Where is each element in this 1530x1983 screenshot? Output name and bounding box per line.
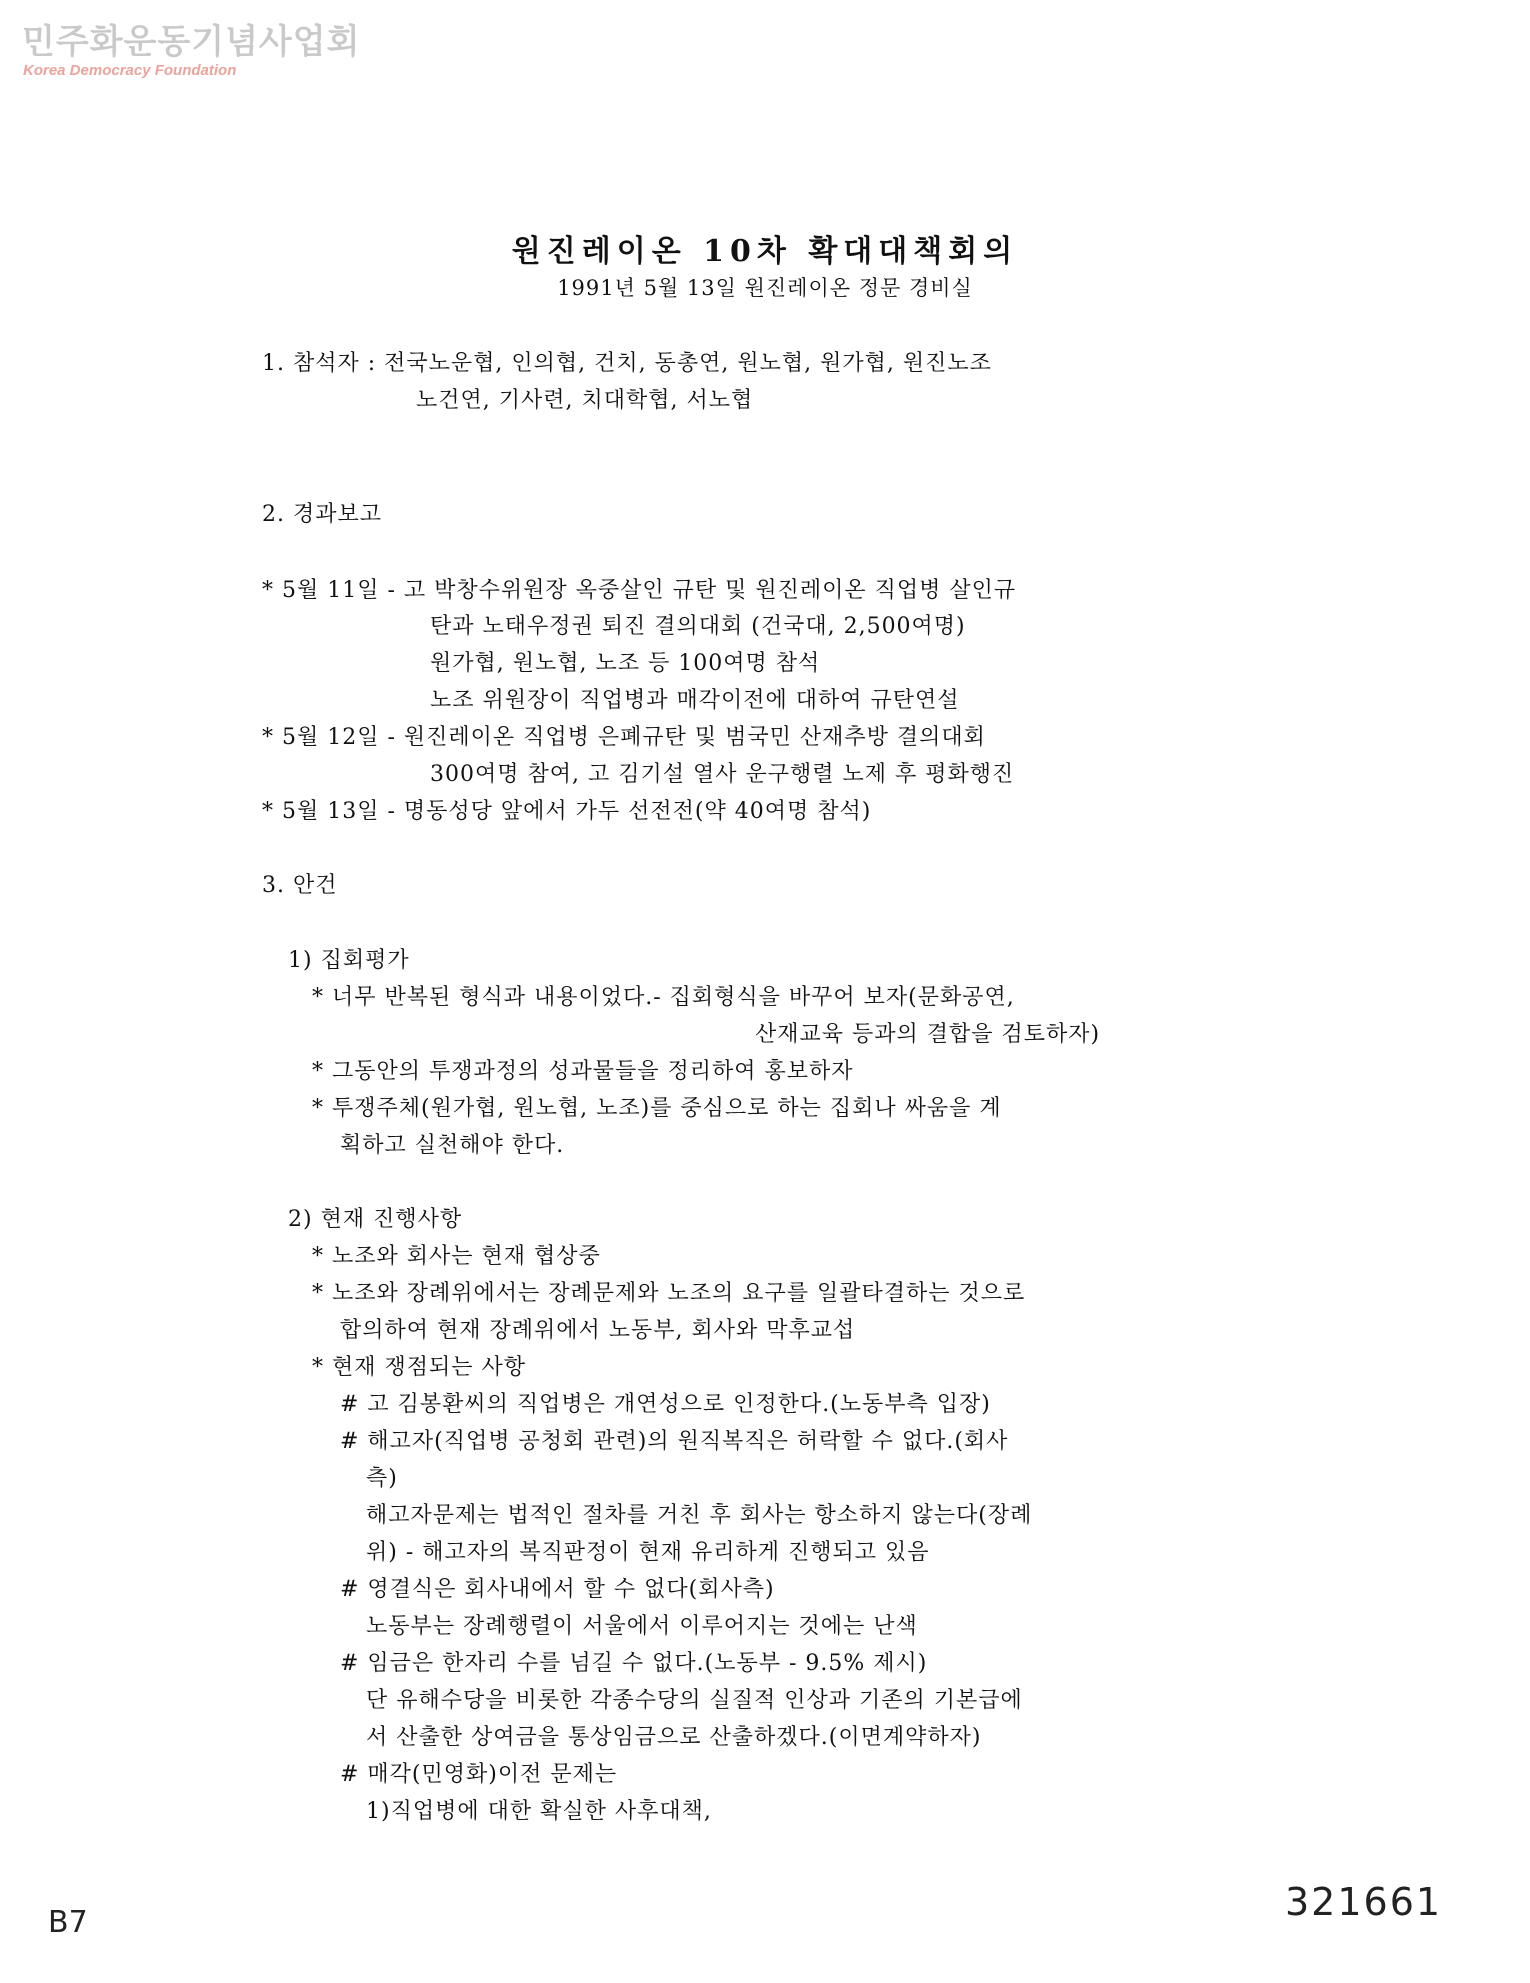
document-title: 원진레이온 10차 확대대책회의: [511, 234, 1019, 269]
progress-line: * 5월 12일 - 원진레이온 직업병 은폐규탄 및 범국민 산재추방 결의대회: [262, 725, 986, 750]
agenda-section-heading: 2) 현재 진행사항: [288, 1207, 463, 1232]
agenda-line: 측): [366, 1466, 398, 1491]
attendees-line: 1. 참석자 : 전국노운협, 인의협, 건치, 동총연, 원노협, 원가협, 원진노조: [262, 351, 992, 376]
attendees-line: 노건연, 기사련, 치대학협, 서노협: [416, 388, 754, 413]
agenda-line: # 해고자(직업병 공청회 관련)의 원직복직은 허락할 수 없다.(회사: [340, 1429, 1009, 1454]
org-logo-english: Korea Democracy Foundation: [23, 62, 237, 79]
handwritten-page-mark: B7: [48, 1905, 88, 1940]
agenda-line: 단 유해수당을 비롯한 각종수당의 실질적 인상과 기존의 기본급에: [366, 1688, 1023, 1713]
agenda-line: # 고 김봉환씨의 직업병은 개연성으로 인정한다.(노동부측 입장): [340, 1392, 991, 1417]
agenda-line: * 노조와 장례위에서는 장례문제와 노조의 요구를 일괄타결하는 것으로: [312, 1281, 1026, 1306]
agenda-line: 획하고 실천해야 한다.: [340, 1133, 565, 1158]
progress-line: 원가협, 원노협, 노조 등 100여명 참석: [430, 651, 821, 676]
agenda-section-heading: 1) 집회평가: [288, 948, 410, 973]
org-logo-korean: 민주화운동기념사업회: [22, 22, 361, 62]
document-subtitle: 1991년 5월 13일 원진레이온 정문 경비실: [557, 276, 973, 300]
progress-line: 300여명 참여, 고 김기설 열사 운구행렬 노제 후 평화행진: [430, 762, 1015, 787]
progress-line: * 5월 13일 - 명동성당 앞에서 가두 선전전(약 40여명 참석): [262, 799, 872, 824]
agenda-line: 서 산출한 상여금을 통상임금으로 산출하겠다.(이면계약하자): [366, 1725, 982, 1750]
agenda-line: 산재교육 등과의 결합을 검토하자): [755, 1022, 1101, 1047]
agenda-line: * 그동안의 투쟁과정의 성과물들을 정리하여 홍보하자: [312, 1059, 854, 1084]
agenda-line: 위) - 해고자의 복직판정이 현재 유리하게 진행되고 있음: [366, 1540, 930, 1565]
agenda-line: 해고자문제는 법적인 절차를 거친 후 회사는 항소하지 않는다(장례: [366, 1503, 1033, 1528]
agenda-line: 1)직업병에 대한 확실한 사후대책,: [366, 1799, 712, 1824]
agenda-line: * 노조와 회사는 현재 협상중: [312, 1244, 601, 1269]
agenda-line: * 현재 쟁점되는 사항: [312, 1355, 526, 1380]
agenda-heading: 3. 안건: [262, 873, 338, 898]
handwritten-doc-number: 321661: [1285, 1880, 1443, 1924]
agenda-line: # 매각(민영화)이전 문제는: [340, 1762, 618, 1787]
agenda-line: # 영결식은 회사내에서 할 수 없다(회사측): [340, 1577, 775, 1602]
progress-line: 노조 위원장이 직업병과 매각이전에 대하여 규탄연설: [430, 688, 960, 713]
agenda-line: # 임금은 한자리 수를 넘길 수 없다.(노동부 - 9.5% 제시): [340, 1651, 928, 1676]
agenda-line: * 투쟁주체(원가협, 원노협, 노조)를 중심으로 하는 집회나 싸움을 계: [312, 1096, 1002, 1121]
agenda-line: 노동부는 장례행렬이 서울에서 이루어지는 것에는 난색: [366, 1614, 918, 1639]
agenda-line: 합의하여 현재 장례위에서 노동부, 회사와 막후교섭: [340, 1318, 856, 1343]
progress-heading: 2. 경과보고: [262, 502, 382, 527]
progress-line: * 5월 11일 - 고 박창수위원장 옥중살인 규탄 및 원진레이온 직업병 살인규: [262, 578, 1017, 603]
agenda-line: * 너무 반복된 형식과 내용이었다.- 집회형식을 바꾸어 보자(문화공연,: [312, 985, 1015, 1010]
progress-line: 탄과 노태우정권 퇴진 결의대회 (건국대, 2,500여명): [430, 614, 966, 639]
